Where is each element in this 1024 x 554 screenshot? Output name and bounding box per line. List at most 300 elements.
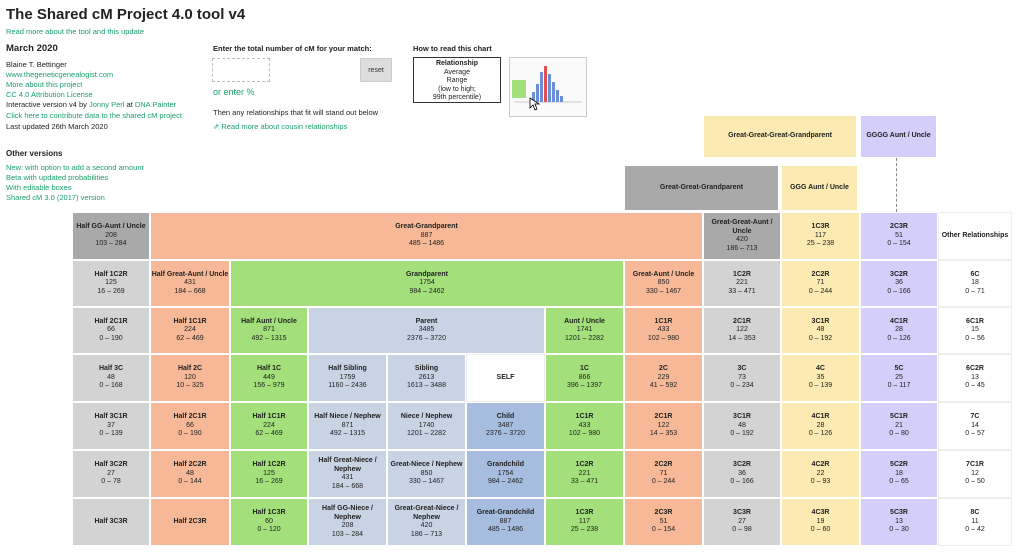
cell-average: 51 <box>895 231 903 239</box>
cell-average: 3485 <box>418 326 435 334</box>
cell-range: 0 – 30 <box>889 526 909 534</box>
relationship-cell[interactable] <box>545 402 624 450</box>
cell-average: 36 <box>738 469 746 477</box>
cell-name: 2C2R <box>811 270 830 278</box>
cell-average: 18 <box>895 469 903 477</box>
page-title: The Shared cM Project 4.0 tool v4 <box>6 6 246 23</box>
relationship-cell[interactable] <box>703 115 857 158</box>
cell-average: 125 <box>263 469 275 477</box>
cell-average: 122 <box>657 421 670 429</box>
relationship-cell[interactable] <box>308 402 387 450</box>
cell-name: Half 1C2R <box>94 270 128 278</box>
relationship-cell[interactable] <box>781 450 860 498</box>
cell-average: 850 <box>420 469 433 477</box>
more-project-link[interactable]: More about this project <box>6 80 83 89</box>
cell-average: 11 <box>971 517 979 525</box>
cell-average: 18 <box>971 279 979 287</box>
cell-average: 221 <box>736 279 748 287</box>
relationship-cell[interactable] <box>150 212 703 260</box>
relationship-cell[interactable] <box>308 450 387 498</box>
cell-name: Half Aunt / Uncle <box>241 317 297 325</box>
cell-average: 73 <box>738 373 746 381</box>
cell-average: 208 <box>341 522 354 529</box>
relationship-cell[interactable] <box>545 307 624 354</box>
relationship-cell[interactable] <box>545 498 624 546</box>
cell-name: 3C3R <box>733 509 751 517</box>
dna-painter-link[interactable]: DNA Painter <box>134 100 177 109</box>
relationship-cell[interactable] <box>860 212 938 260</box>
relationship-cell[interactable] <box>860 307 938 354</box>
cell-name: 3C <box>737 365 747 373</box>
cell-average: 14 <box>971 421 979 429</box>
cell-average: 420 <box>736 236 748 243</box>
relationship-cell[interactable] <box>72 260 150 307</box>
cell-range: 184 – 668 <box>174 287 206 295</box>
cell-name: Half 3C1R <box>94 413 128 421</box>
relationship-cell[interactable] <box>781 402 860 450</box>
cm-input-label: Enter the total number of cM for your match: <box>213 44 372 53</box>
cell-name: 5C3R <box>890 509 908 517</box>
cell-range: 0 – 98 <box>732 526 752 534</box>
relationship-cell[interactable] <box>938 450 1012 498</box>
relationship-cell[interactable] <box>387 402 466 450</box>
relationship-cell[interactable] <box>230 450 308 498</box>
cell-name: Half Niece / Nephew <box>314 413 381 421</box>
cell-range: 25 – 238 <box>570 526 599 534</box>
howto-heading: How to read this chart <box>413 44 492 53</box>
cell-average: 27 <box>738 517 746 525</box>
cell-range: 0 – 80 <box>889 430 909 438</box>
cell-average: 208 <box>105 231 117 239</box>
relationship-cell[interactable] <box>860 115 937 158</box>
cell-average: 36 <box>895 279 903 287</box>
legend-box <box>413 57 501 103</box>
relationship-cell[interactable] <box>703 498 781 546</box>
cell-range: 330 – 1467 <box>645 287 682 295</box>
cell-range: 14 – 353 <box>728 334 756 342</box>
cell-name: 2C1R <box>733 317 751 325</box>
cousin-link[interactable] <box>213 122 347 131</box>
relationship-cell[interactable] <box>703 402 781 450</box>
cell-name: 2C3R <box>654 509 673 517</box>
cell-range: 16 – 269 <box>255 478 283 486</box>
cell-range: 0 – 144 <box>178 478 202 486</box>
cell-name: Great-Grandparent <box>395 223 458 231</box>
cell-average: 13 <box>971 373 979 381</box>
relationship-cell[interactable] <box>308 307 545 354</box>
relationship-cell[interactable] <box>387 450 466 498</box>
cell-name: Great-Aunt / Uncle <box>632 270 695 278</box>
relationship-cell[interactable] <box>466 498 545 546</box>
cell-name: 8C <box>970 509 980 517</box>
cell-name: 4C2R <box>811 461 830 469</box>
cell-average: 27 <box>107 469 115 477</box>
cell-average: 1740 <box>418 421 435 429</box>
relationship-cell[interactable] <box>860 402 938 450</box>
relationship-cell[interactable] <box>545 354 624 402</box>
cell-average: 420 <box>420 522 433 529</box>
cell-range: 41 – 592 <box>649 382 678 390</box>
cell-range: 984 – 2462 <box>409 287 445 295</box>
cell-name: Half GG-Aunt / Uncle <box>76 223 146 231</box>
relationship-cell[interactable] <box>230 498 308 546</box>
cell-average: 22 <box>816 469 825 477</box>
relationship-cell[interactable] <box>703 307 781 354</box>
cell-average: 866 <box>578 373 591 381</box>
cell-average: 887 <box>499 517 512 525</box>
relationship-cell[interactable] <box>624 498 703 546</box>
cell-range: 0 – 60 <box>810 526 831 534</box>
cell-range: 186 – 713 <box>410 530 443 538</box>
cell-name: Grandchild <box>487 461 524 469</box>
histogram-thumbnail[interactable] <box>509 57 587 117</box>
cell-name: Other Relationships <box>941 231 1009 239</box>
cell-range: 0 – 192 <box>730 430 754 438</box>
cell-name: 1C2R <box>733 270 751 278</box>
relationship-cell[interactable] <box>466 402 545 450</box>
cell-range: 485 – 1486 <box>487 526 524 534</box>
interactive-credit <box>6 100 176 109</box>
relationship-cell[interactable] <box>72 354 150 402</box>
cell-average: 28 <box>895 326 903 334</box>
cell-average: 21 <box>895 421 903 429</box>
relationship-cell[interactable] <box>466 450 545 498</box>
legend-relationship: Relationship <box>435 60 478 67</box>
relationship-cell[interactable] <box>230 260 624 307</box>
cell-average: 71 <box>816 279 825 287</box>
relationship-cell[interactable] <box>860 260 938 307</box>
cell-average: 48 <box>107 373 115 381</box>
cell-name: Great-Niece / Nephew <box>390 461 463 469</box>
relationship-cell[interactable] <box>938 354 1012 402</box>
cell-average: 48 <box>816 326 825 334</box>
legend-average: Average <box>444 68 470 76</box>
cell-name: Half 2C2R <box>173 461 207 469</box>
cell-name: 7C1R <box>966 461 984 469</box>
cell-name: 2C1R <box>654 413 673 421</box>
relationship-cell[interactable] <box>150 260 230 307</box>
cell-name: Great-Grandchild <box>476 509 535 517</box>
cell-average: 51 <box>659 517 668 525</box>
relationship-cell[interactable] <box>150 498 230 546</box>
percent-link[interactable]: or enter % <box>213 87 255 97</box>
relationship-cell[interactable] <box>230 402 308 450</box>
cell-name: Child <box>496 413 515 421</box>
cell-average: 48 <box>738 421 746 429</box>
cell-average: 35 <box>816 373 825 381</box>
version-link[interactable]: New: with option to add a second amount <box>6 163 144 172</box>
relationship-cell[interactable] <box>72 307 150 354</box>
cell-range: 1201 – 2282 <box>565 334 604 342</box>
cell-name: Half 1C1R <box>173 317 207 325</box>
relationship-cell[interactable] <box>230 307 308 354</box>
cell-average: 117 <box>578 517 591 525</box>
cell-range: 103 – 284 <box>95 240 127 248</box>
relationship-cell[interactable] <box>781 498 860 546</box>
cell-average: 1754 <box>419 279 435 287</box>
cell-average: 122 <box>736 326 748 334</box>
contribute-link[interactable]: Click here to contribute data to the shared cM project <box>6 111 182 120</box>
cell-name: 4C3R <box>811 509 830 517</box>
cell-name: Half Great-Niece / Nephew <box>318 457 377 473</box>
cell-range: 0 – 244 <box>808 287 833 295</box>
cell-name: Half 2C3R <box>173 517 207 525</box>
version-link[interactable]: Shared cM 3.0 (2017) version <box>6 193 105 202</box>
cell-name: 2C2R <box>654 461 673 469</box>
cell-range: 33 – 471 <box>570 478 599 486</box>
cell-name: 6C2R <box>966 365 984 373</box>
cell-range: 33 – 471 <box>728 287 756 295</box>
cell-average: 221 <box>578 469 591 477</box>
cell-name: Half Sibling <box>328 365 367 373</box>
relationship-cell[interactable] <box>308 498 387 546</box>
cell-range: 102 – 980 <box>647 334 680 342</box>
cell-name: 1C3R <box>811 223 830 231</box>
cell-name: 5C1R <box>890 413 908 421</box>
date-heading: March 2020 <box>6 43 58 54</box>
cell-name: Half 3C2R <box>94 461 128 469</box>
cell-name: Great-Great-Great-Grandparent <box>728 132 832 140</box>
connector-line <box>896 158 897 212</box>
cell-average: 13 <box>895 517 903 525</box>
cell-average: 224 <box>184 326 196 334</box>
cell-average: 887 <box>420 231 433 239</box>
relationship-cell[interactable] <box>938 402 1012 450</box>
relationship-cell[interactable] <box>938 212 1012 260</box>
cell-range: 330 – 1467 <box>408 478 445 486</box>
cell-name: Half 1C3R <box>252 509 286 517</box>
cell-range: 62 – 469 <box>176 334 204 342</box>
relationship-cell[interactable] <box>624 402 703 450</box>
cell-name: Great-Great-Niece / Nephew <box>394 505 459 521</box>
cm-input[interactable] <box>212 58 270 82</box>
relationship-cell[interactable] <box>860 354 938 402</box>
cell-range: 0 – 190 <box>99 334 123 342</box>
legend-range: Range <box>446 77 468 84</box>
cell-name: 1C <box>580 365 589 373</box>
cell-range: 0 – 139 <box>99 430 123 438</box>
relationship-cell[interactable] <box>308 354 387 402</box>
version-link[interactable]: With editable boxes <box>6 183 72 192</box>
cell-range: 0 – 166 <box>887 287 911 295</box>
legend-low-high: (low to high; <box>438 85 476 93</box>
cell-average: 12 <box>971 469 979 477</box>
cell-range: 1201 – 2282 <box>407 430 446 438</box>
cell-range: 984 – 2462 <box>487 478 524 486</box>
relationship-cell[interactable] <box>781 165 858 211</box>
cell-average: 117 <box>814 231 827 239</box>
relationship-cell[interactable] <box>703 212 781 260</box>
relationship-cell[interactable] <box>230 354 308 402</box>
reset-button[interactable]: reset <box>360 58 392 82</box>
external-link-icon: ⇗ <box>213 122 222 131</box>
cell-range: 0 – 120 <box>257 526 281 534</box>
cell-average: 871 <box>341 421 354 429</box>
cell-range: 0 – 244 <box>651 478 676 486</box>
last-updated: Last updated 26th March 2020 <box>6 122 108 131</box>
legend-percentile: 99th percentile) <box>432 94 482 101</box>
cell-range: 0 – 154 <box>651 526 676 534</box>
cell-name: Sibling <box>414 365 439 373</box>
cell-name: Parent <box>415 317 438 325</box>
cell-average: 25 <box>895 373 903 381</box>
cell-range: 102 – 980 <box>568 430 601 438</box>
relationship-cell[interactable] <box>72 450 150 498</box>
cell-name: 7C <box>970 413 980 421</box>
relationship-cell[interactable] <box>72 212 150 260</box>
relationship-cell[interactable] <box>624 354 703 402</box>
relationship-cell[interactable] <box>150 307 230 354</box>
cell-range: 25 – 238 <box>806 240 835 248</box>
read-more-link[interactable]: Read more about the tool and this update <box>6 27 145 36</box>
cell-range: 0 – 168 <box>99 382 123 390</box>
cell-name: 3C1R <box>811 317 830 325</box>
relationship-cell[interactable] <box>781 212 860 260</box>
cell-range: 0 – 42 <box>965 526 985 534</box>
cell-range: 0 – 139 <box>808 382 833 390</box>
cell-range: 2376 – 3720 <box>486 430 525 438</box>
cell-range: 485 – 1486 <box>408 240 445 248</box>
cell-name: Half 2C1R <box>173 413 207 421</box>
cell-name: Grandparent <box>405 270 448 278</box>
relationship-cell[interactable] <box>72 402 150 450</box>
relationship-cell[interactable] <box>703 354 781 402</box>
cell-name: Great-Great-Aunt / Uncle <box>711 219 773 235</box>
cell-range: 0 – 166 <box>730 478 754 486</box>
cell-name: Half 1C1R <box>252 413 286 421</box>
cell-range: 14 – 353 <box>649 430 678 438</box>
site-link[interactable]: www.thegeneticgenealogist.com <box>6 70 114 79</box>
cell-range: 16 – 269 <box>97 287 125 295</box>
cell-average: 15 <box>971 326 979 334</box>
relationship-cell[interactable] <box>938 260 1012 307</box>
relationship-cell[interactable] <box>624 260 703 307</box>
cell-average: 19 <box>816 517 825 525</box>
cell-name: Great-Great-Grandparent <box>659 183 744 191</box>
cell-average: 120 <box>184 373 196 381</box>
cell-average: 433 <box>657 326 670 334</box>
cell-range: 0 – 126 <box>808 430 833 438</box>
cell-range: 156 – 979 <box>253 382 285 390</box>
cell-name: 6C <box>970 270 980 278</box>
relationship-cell[interactable] <box>860 450 938 498</box>
relationship-cell[interactable] <box>624 165 779 211</box>
relationship-cell[interactable] <box>938 307 1012 354</box>
cell-name: SELF <box>496 373 515 381</box>
cell-range: 103 – 284 <box>331 530 364 538</box>
cell-name: Half 3C <box>98 365 124 373</box>
cell-average: 60 <box>265 517 273 525</box>
cell-name: 4C1R <box>811 413 830 421</box>
relationship-cell[interactable] <box>150 402 230 450</box>
cell-name: Half GG-Niece / Nephew <box>322 505 373 521</box>
cell-name: 4C <box>816 365 825 373</box>
cell-name: 1C2R <box>575 461 594 469</box>
cell-average: 224 <box>263 421 275 429</box>
cell-range: 0 – 78 <box>101 478 121 486</box>
cell-name: GGGG Aunt / Uncle <box>866 132 931 140</box>
cell-name: 1C1R <box>575 413 594 421</box>
cell-range: 0 – 57 <box>965 430 985 438</box>
relationship-cell[interactable] <box>150 450 230 498</box>
cell-range: 62 – 469 <box>255 430 283 438</box>
cousin-link-label: Read more about cousin relationships <box>221 122 348 131</box>
cell-range: 0 – 50 <box>965 478 985 486</box>
relationship-cell[interactable] <box>72 498 150 546</box>
cell-average: 431 <box>184 279 196 287</box>
cell-name: 2C3R <box>890 223 908 231</box>
cell-name: Half Great-Aunt / Uncle <box>151 270 229 278</box>
relationship-cell[interactable] <box>387 354 466 402</box>
cell-range: 0 – 56 <box>965 334 985 342</box>
cell-average: 125 <box>105 279 117 287</box>
cell-range: 492 – 1315 <box>329 430 366 438</box>
cell-name: GGG Aunt / Uncle <box>790 183 849 191</box>
cell-range: 0 – 190 <box>178 430 202 438</box>
cell-average: 871 <box>263 326 275 334</box>
cell-name: Aunt / Uncle <box>564 317 605 325</box>
license-link[interactable]: CC 4.0 Attribution License <box>6 90 93 99</box>
cell-name: 6C1R <box>966 317 984 325</box>
cell-average: 433 <box>578 421 591 429</box>
cell-range: 1160 – 2436 <box>328 382 367 390</box>
relationship-cell[interactable] <box>624 307 703 354</box>
cell-name: 4C1R <box>890 317 908 325</box>
cell-range: 0 – 117 <box>887 382 911 390</box>
relationship-cell[interactable] <box>781 260 860 307</box>
relationship-cell[interactable] <box>703 260 781 307</box>
cell-name: Half 1C <box>256 365 282 373</box>
cell-average: 1754 <box>497 469 514 477</box>
cell-average: 431 <box>341 474 354 481</box>
cell-average: 449 <box>263 373 275 381</box>
relationship-cell[interactable] <box>781 307 860 354</box>
cell-range: 186 – 713 <box>726 244 758 252</box>
cell-range: 0 – 234 <box>730 382 754 390</box>
cell-range: 0 – 65 <box>889 478 909 486</box>
cell-average: 1741 <box>576 326 593 334</box>
cell-average: 1759 <box>339 373 356 381</box>
cell-name: Half 2C <box>177 365 203 373</box>
relationship-cell[interactable] <box>466 354 545 402</box>
cell-range: 492 – 1315 <box>251 334 287 342</box>
cell-range: 0 – 93 <box>810 478 831 486</box>
author: Blaine T. Bettinger <box>6 60 67 69</box>
jonny-perl-link[interactable]: Jonny Perl <box>88 100 125 109</box>
relationship-cell[interactable] <box>703 450 781 498</box>
relationship-cell[interactable] <box>624 450 703 498</box>
relationship-cell[interactable] <box>781 354 860 402</box>
relationship-cell[interactable] <box>150 354 230 402</box>
relationship-cell[interactable] <box>860 498 938 546</box>
cell-average: 3487 <box>497 421 514 429</box>
cell-name: 3C2R <box>733 461 751 469</box>
cell-name: 3C1R <box>733 413 751 421</box>
relationship-cell[interactable] <box>938 498 1012 546</box>
version-link[interactable]: Beta with updated probabilities <box>6 173 109 182</box>
relationship-cell[interactable] <box>545 450 624 498</box>
cell-name: Half 1C2R <box>252 461 286 469</box>
cell-name: Half 2C1R <box>94 317 128 325</box>
cell-name: 1C1R <box>654 317 673 325</box>
relationship-cell[interactable] <box>387 498 466 546</box>
cell-range: 396 – 1397 <box>566 382 603 390</box>
cell-average: 37 <box>107 421 115 429</box>
cell-average: 2613 <box>418 373 435 381</box>
interactive-prefix: Interactive version v4 by <box>6 100 89 109</box>
cell-average: 28 <box>816 421 825 429</box>
cell-name: 5C <box>894 365 904 373</box>
